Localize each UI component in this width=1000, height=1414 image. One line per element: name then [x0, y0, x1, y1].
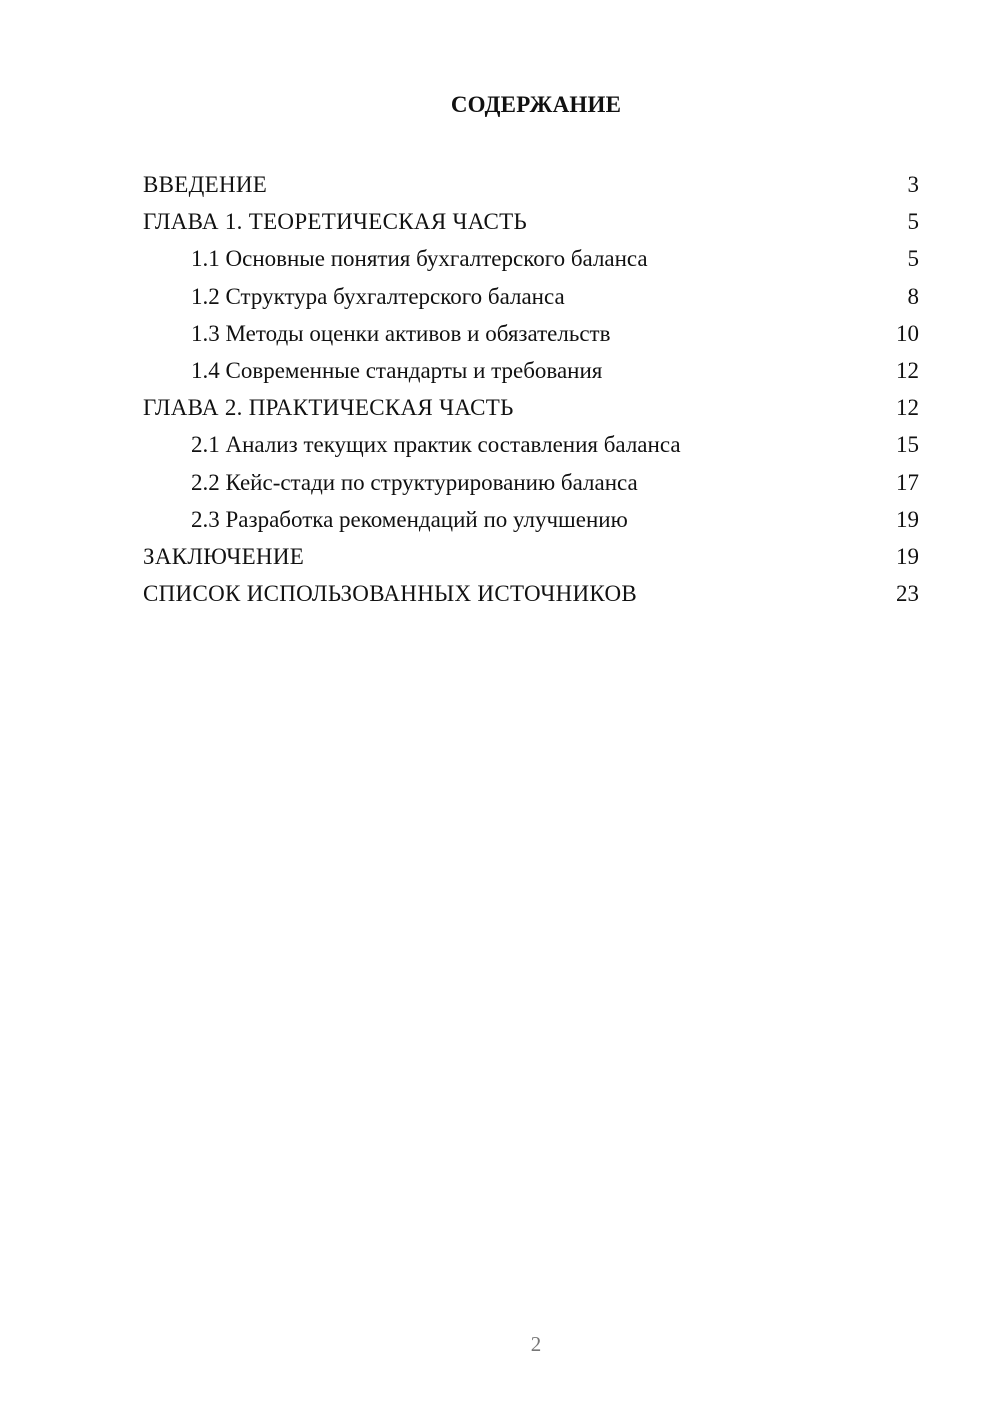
toc-entry-section-1-3[interactable]	[143, 315, 919, 352]
toc-entry-introduction[interactable]	[143, 166, 919, 203]
toc-entry-section-2-3[interactable]	[143, 501, 919, 538]
toc-entry-page: 15	[896, 432, 919, 458]
table-of-contents	[143, 166, 919, 612]
toc-entry-page: 23	[896, 581, 919, 607]
toc-entry-page: 5	[907, 209, 919, 235]
toc-entry-page: 10	[896, 320, 919, 346]
toc-entry-label: ВВЕДЕНИЕ	[143, 172, 268, 197]
toc-entry-label: 1.1 Основные понятия бухгалтерского баланса	[191, 246, 648, 272]
toc-entry-references[interactable]	[143, 575, 919, 612]
toc-entry-label: 2.2 Кейс-стади по структурированию баланса	[191, 469, 638, 495]
toc-entry-page: 19	[896, 543, 919, 569]
toc-entry-label: 2.3 Разработка рекомендаций по улучшению	[191, 506, 628, 532]
toc-entry-label: СПИСОК ИСПОЛЬЗОВАННЫХ ИСТОЧНИКОВ	[143, 581, 638, 607]
page-title: СОДЕРЖАНИЕ	[450, 92, 622, 117]
toc-entry-label: ГЛАВА 1. ТЕОРЕТИЧЕСКАЯ ЧАСТЬ	[143, 209, 528, 235]
toc-entry-label: ЗАКЛЮЧЕНИЕ	[143, 543, 305, 569]
toc-entry-label: ГЛАВА 2. ПРАКТИЧЕСКАЯ ЧАСТЬ	[143, 395, 514, 421]
toc-entry-section-2-2[interactable]	[143, 464, 919, 501]
toc-entry-page: 8	[907, 283, 919, 309]
toc-entry-page: 12	[896, 395, 919, 421]
toc-entry-label: 1.3 Методы оценки активов и обязательств	[191, 320, 611, 346]
toc-entry-label: 1.2 Структура бухгалтерского баланса	[191, 283, 565, 309]
toc-entry-page: 19	[896, 506, 919, 532]
toc-entry-page: 12	[896, 357, 919, 383]
toc-entry-section-1-4[interactable]	[143, 352, 919, 389]
toc-entry-page: 5	[907, 246, 919, 272]
toc-entry-section-1-2[interactable]	[143, 278, 919, 315]
page-number: 2	[530, 1332, 542, 1356]
toc-entry-section-2-1[interactable]	[143, 426, 919, 463]
toc-entry-conclusion[interactable]	[143, 538, 919, 575]
toc-entry-chapter-1[interactable]	[143, 203, 919, 240]
toc-entry-label: 1.4 Современные стандарты и требования	[191, 357, 603, 383]
toc-entry-section-1-1[interactable]	[143, 240, 919, 277]
toc-entry-chapter-2[interactable]	[143, 389, 919, 426]
toc-entry-page: 17	[896, 469, 919, 495]
toc-entry-page: 3	[907, 172, 919, 197]
toc-entry-label: 2.1 Анализ текущих практик составления баланса	[191, 432, 681, 458]
